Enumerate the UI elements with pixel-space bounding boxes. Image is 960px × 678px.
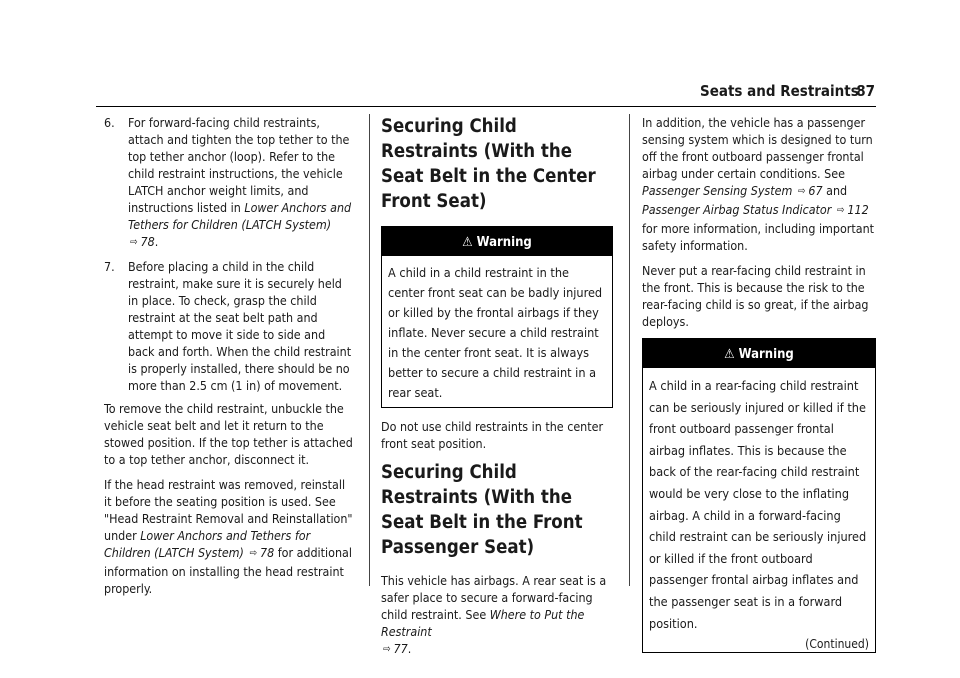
- page-ref-arrow-icon: ⇨: [797, 186, 806, 197]
- warning-triangle-icon: ⚠: [462, 235, 473, 250]
- page-ref-arrow-icon: ⇨: [249, 548, 257, 559]
- warning-title: Warning: [476, 235, 532, 250]
- page-reference[interactable]: 78: [259, 545, 275, 560]
- page-reference[interactable]: 112: [847, 202, 869, 217]
- page-reference[interactable]: 67: [808, 183, 823, 198]
- paragraph: This vehicle has airbags. A rear seat is a safer place to secure a forward-facing child restraint. See Where to Put the Restraint ⇨ 77.: [381, 573, 607, 656]
- cross-reference-link[interactable]: Passenger Airbag Status Indicator: [642, 202, 832, 217]
- section-heading: Securing Child Restraints (With the Seat Belt in the Front Passenger Seat): [381, 462, 583, 558]
- warning-text: A child in a rear-facing child restraint can be seriously injured or killed if the front outboard passenger frontal airbag inflates. This is because the back of the rear-facing child restraint would be very close to the inflating airbag. A child in a forward-facing child restraint can be seriously injured or killed if the front outboard passenger frontal airbag inflates and the passenger seat is in a forward position.: [649, 378, 867, 631]
- list-item-6: 6. For forward-facing child restraints, attach and tighten the top tether to the top tether anchor (loop). Refer to the child restraint instructions, the vehicle LATCH anchor weight limits, and instructions listed in Lower Anchors and Tethers for Children (LATCH System) ⇨ 78.: [104, 115, 352, 249]
- page-reference[interactable]: 77: [393, 641, 408, 656]
- warning-text: A child in a child restraint in the center front seat can be badly injured or killed by the frontal airbags if they inflate. Never secure a child restraint in the center front seat. It is always better to secure a child restraint in a rear seat.: [388, 265, 603, 400]
- cross-reference-link[interactable]: Lower Anchors and Tethers for Children (LATCH System): [104, 528, 311, 560]
- column-left: [104, 114, 354, 605]
- column-divider: [369, 114, 370, 586]
- page-header: [700, 82, 875, 104]
- warning-box: [642, 338, 876, 653]
- column-divider: [629, 114, 630, 586]
- page-ref-arrow-icon: ⇨: [383, 644, 391, 655]
- warning-box: [381, 226, 613, 408]
- list-number: 7.: [104, 259, 115, 274]
- list-text: For forward-facing child restraints, attach and tighten the top tether to the top tether anchor (loop). Refer to the child restraint instructions, the vehicle LATCH anchor weight limits, and instructions listed in: [128, 115, 350, 215]
- paragraph: In addition, the vehicle has a passenger sensing system which is designed to turn off the front outboard passenger frontal airbag under certain conditions. See Passenger Sensing System ⇨ 67 and Passenger Airbag Status Indicator ⇨ 112 for more information, including important safety information.: [642, 115, 875, 253]
- column-middle: [381, 114, 613, 667]
- paragraph: To remove the child restraint, unbuckle the vehicle seat belt and let it return to the stowed position. If the top tether is attached to a top tether anchor, disconnect it.: [104, 401, 353, 467]
- list-number: 6.: [104, 115, 115, 130]
- warning-title: Warning: [738, 347, 794, 362]
- page-reference[interactable]: 78: [140, 234, 155, 249]
- list-text: Before placing a child in the child restraint, make sure it is securely held in place. To check, grasp the child restraint at the seat belt path and attempt to move it side to side and back and forth. When the child restraint is properly installed, there should be no more than 2.5 cm (1 in) of movement.: [128, 259, 352, 393]
- cross-reference-link[interactable]: Lower Anchors and Tethers for Children (LATCH System): [128, 200, 352, 232]
- page-ref-arrow-icon: ⇨: [836, 205, 845, 216]
- paragraph: Never put a rear-facing child restraint in the front. This is because the risk to the rear-facing child is so great, if the airbag deploys.: [642, 263, 869, 329]
- warning-triangle-icon: ⚠: [724, 347, 735, 362]
- list-item-7: [104, 258, 354, 394]
- cross-reference-link[interactable]: Where to Put the Restraint: [381, 607, 585, 639]
- page-number: 87: [856, 82, 875, 100]
- header-divider: [96, 106, 876, 107]
- paragraph: Do not use child restraints in the center front seat position.: [381, 419, 604, 451]
- paragraph: If the head restraint was removed, reinstall it before the seating position is used. See "Head Restraint Removal and Reinstallation" under Lower Anchors and Tethers for Children (LATCH System) ⇨ 78 for additional information on installing the head restraint properly.: [104, 477, 353, 596]
- cross-reference-link[interactable]: Passenger Sensing System: [642, 183, 793, 198]
- continued-label: (Continued): [805, 637, 869, 652]
- warning-header: [643, 339, 875, 368]
- section-title: Seats and Restraints: [700, 82, 859, 100]
- column-right: [642, 114, 876, 663]
- warning-header: [382, 227, 612, 256]
- page-ref-arrow-icon: ⇨: [130, 237, 138, 248]
- section-heading: Securing Child Restraints (With the Seat Belt in the Center Front Seat): [381, 116, 596, 212]
